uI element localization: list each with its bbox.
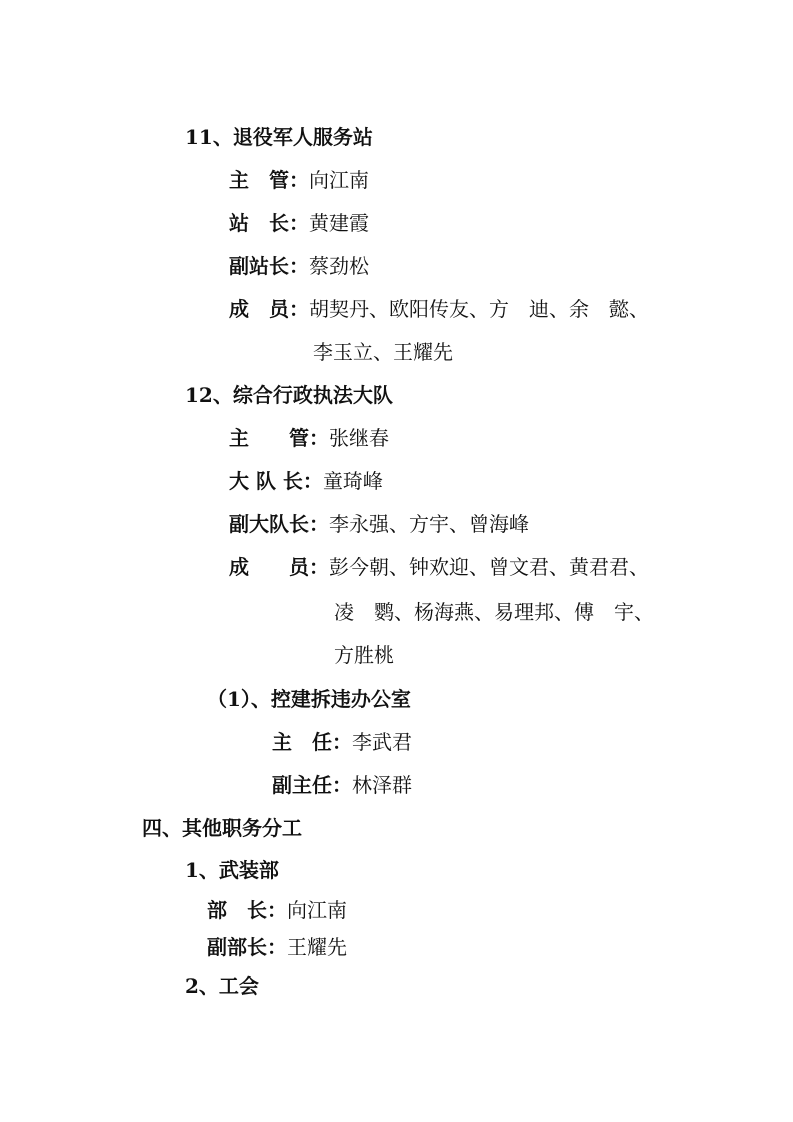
row-label: 副大队长： — [229, 512, 329, 536]
row-label: 副部长： — [207, 935, 287, 959]
item-1-title: 1、武装部 — [185, 858, 279, 882]
sec12-members-continued-1: 凌 鹦、杨海燕、易理邦、傅 宇、 — [334, 600, 654, 624]
row-value: 蔡劲松 — [309, 254, 369, 278]
row-label: 副主任： — [272, 773, 352, 797]
sec12-row-captain — [229, 468, 383, 494]
row-value: 李永强、方宇、曾海峰 — [329, 512, 529, 536]
item-2-title: 2、工会 — [185, 974, 259, 998]
row-value: 张继春 — [329, 426, 389, 450]
row-label: 站 长： — [229, 211, 309, 235]
row-label: 大 队 长： — [229, 469, 323, 493]
sec11-members-continued: 李玉立、王耀先 — [313, 340, 453, 364]
row-value: 胡契丹、欧阳传友、方 迪、余 懿、 — [309, 297, 649, 321]
sec12-row-supervisor — [229, 425, 389, 451]
section-11-title: 11、退役军人服务站 — [185, 125, 373, 149]
row-label: 成 员： — [229, 555, 329, 579]
row-label: 主 任： — [272, 730, 352, 754]
section-12-title: 12、综合行政执法大队 — [185, 383, 393, 407]
row-value: 黄建霞 — [309, 211, 369, 235]
sec11-row-supervisor — [229, 167, 369, 193]
sec12-members-continued-2: 方胜桃 — [334, 643, 394, 667]
row-value: 王耀先 — [287, 935, 347, 959]
sec12-row-deputy-captain — [229, 511, 529, 537]
row-value: 彭今朝、钟欢迎、曾文君、黄君君、 — [329, 555, 649, 579]
sec11-row-members — [229, 296, 649, 322]
item1-row-deputy-minister — [207, 934, 347, 960]
sub-row-deputy-director — [272, 772, 412, 798]
row-label: 部 长： — [207, 898, 287, 922]
sec12-row-members — [229, 554, 649, 580]
section-4-title: 四、其他职务分工 — [142, 816, 302, 840]
row-value: 林泽群 — [352, 773, 412, 797]
row-value: 童琦峰 — [322, 469, 383, 493]
row-value: 向江南 — [287, 898, 347, 922]
row-value: 李武君 — [352, 730, 412, 754]
item1-row-minister — [207, 897, 347, 923]
row-value: 向江南 — [309, 168, 369, 192]
sub-row-director — [272, 729, 412, 755]
sec11-row-deputy — [229, 253, 369, 279]
row-label: 副站长： — [229, 254, 309, 278]
sec11-row-head — [229, 210, 369, 236]
row-label: 成 员： — [229, 297, 309, 321]
row-label: 主 管： — [229, 426, 329, 450]
subsection-title: （1）、控建拆违办公室 — [207, 687, 411, 711]
row-label: 主 管： — [229, 168, 309, 192]
